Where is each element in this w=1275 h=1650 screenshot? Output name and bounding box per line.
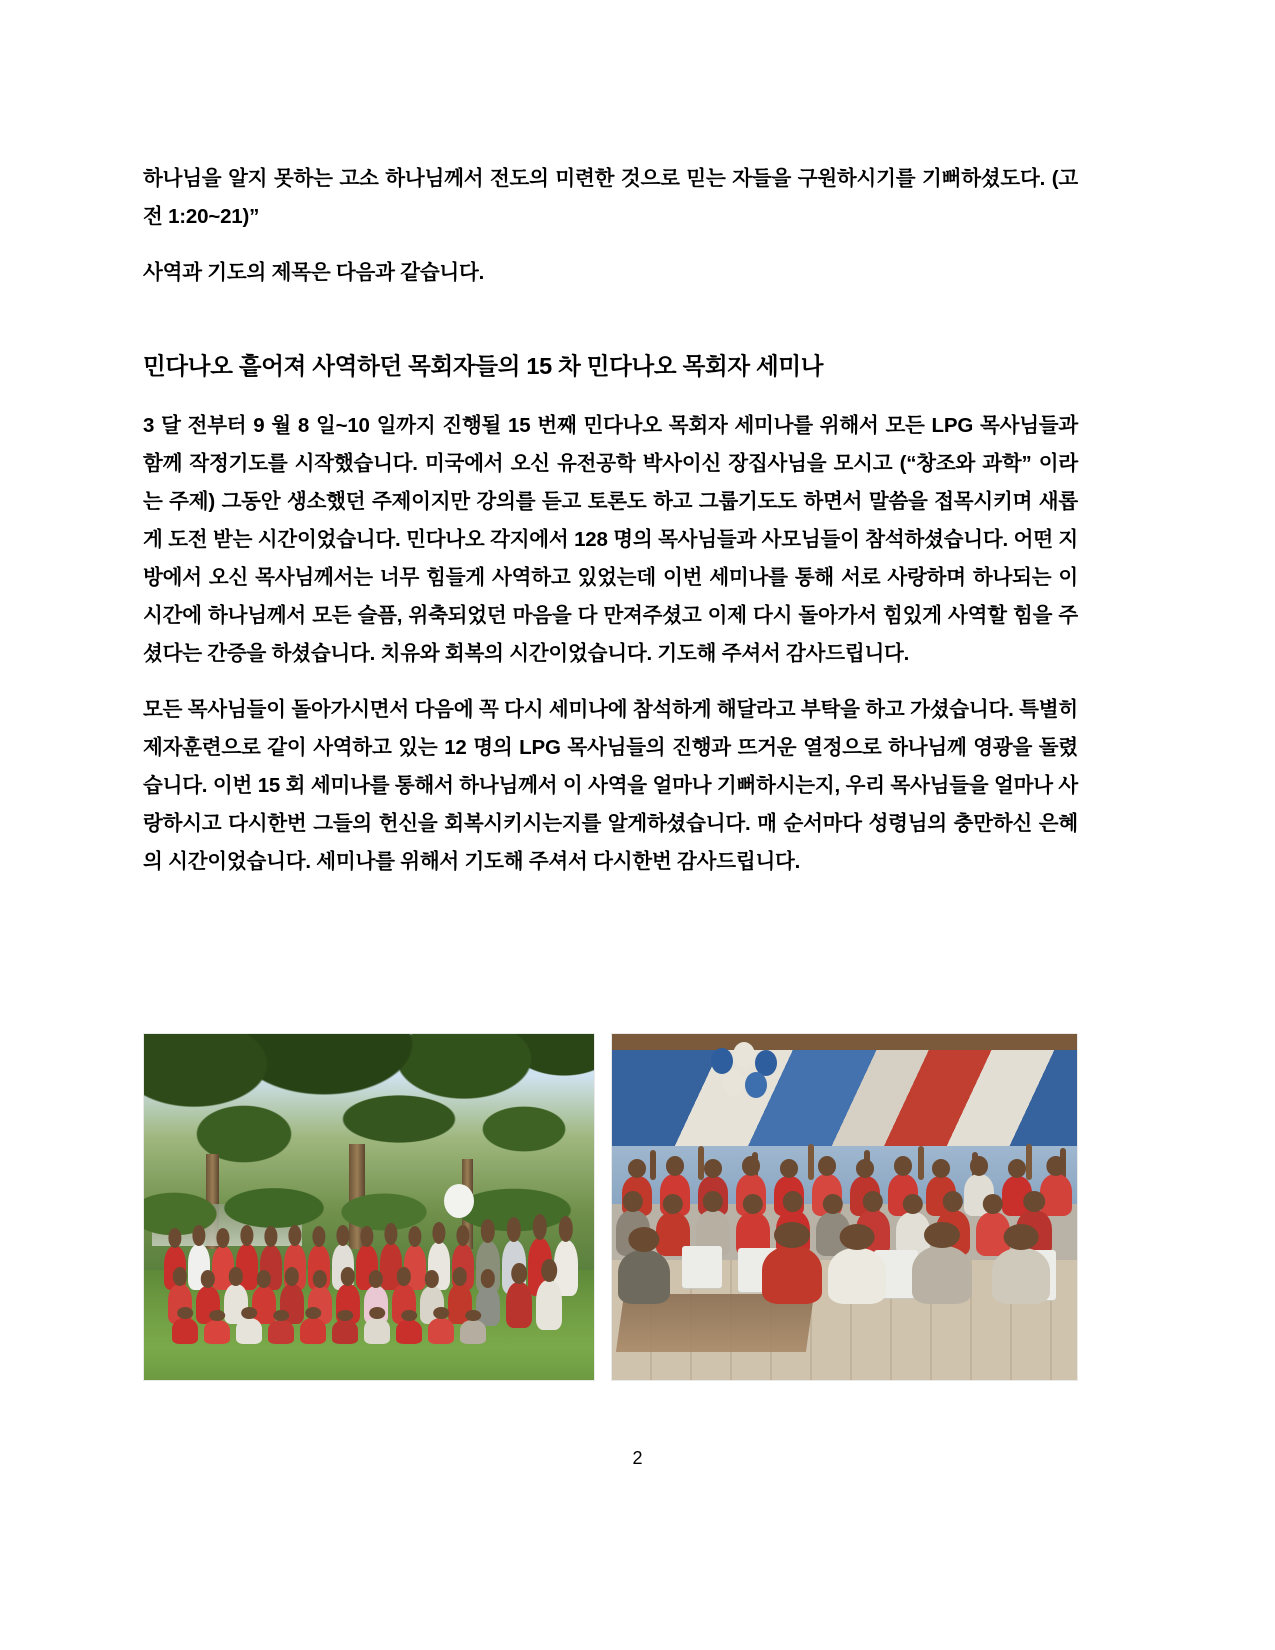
document-body bbox=[143, 160, 1078, 898]
paragraph-body-2: 모든 목사님들이 돌아가시면서 다음에 꼭 다시 세미나에 참석하게 해달라고 부탁을 하고 가셨습니다. 특별히 제자훈련으로 같이 사역하고 있는 12 명의 LPG 목사님들의 진행과 뜨거운 열정으로 하나님께 영광을 돌렸습니다. 이번 15 회 세미나를 통해서 하나님께서 이 사역을 얼마나 기뻐하시는지, 우리 목사님들을 얼마나 사랑하시고 다시한번 그들의 헌신을 회복시키시는지를 알게하셨습니다. 매 순서마다 성령님의 충만하신 은혜의 시간이었습니다. 세미나를 위해서 기도해 주셔서 다시한번 감사드립니다. bbox=[143, 697, 1078, 873]
paragraph-intro: 사역과 기도의 제목은 다음과 같습니다. bbox=[143, 260, 485, 284]
photo-group bbox=[143, 1033, 1078, 1383]
balloon-cluster bbox=[707, 1042, 787, 1102]
paragraph-scripture: 하나님을 알지 못하는 고소 하나님께서 전도의 미련한 것으로 믿는 자들을 구원하시기를 기뻐하셨도다. (고전 1:20~21)” bbox=[143, 167, 1078, 228]
photo-outdoor-group bbox=[143, 1033, 595, 1381]
page-number: 2 bbox=[632, 1448, 643, 1468]
photo-seminar-indoor bbox=[611, 1033, 1078, 1381]
section-heading: 민다나오 흩어져 사역하던 목회자들의 15 차 민다나오 목회자 세미나 bbox=[143, 352, 824, 379]
paragraph-body-1: 3 달 전부터 9 월 8 일~10 일까지 진행될 15 번째 민다나오 목회자 세미나를 위해서 모든 LPG 목사님들과 함께 작정기도를 시작했습니다. 미국에서 오신 유전공학 박사이신 장집사님을 모시고 (“창조와 과학” 이라는 주제) 그동안 생소했던 주제이지만 강의를 듣고 토론도 하고 그룹기도도 하면서 말씀을 접목시키며 새롭게 도전 받는 시간이었습니다. 민다나오 각지에서 128 명의 목사님들과 사모님들이 참석하셨습니다. 어떤 지방에서 오신 목사님께서는 너무 힘들게 사역하고 있었는데 이번 세미나를 통해 서로 사랑하며 하나되는 이 시간에 하나님께서 모든 슬픔, 위축되었던 마음을 다 만져주셨고 이제 다시 돌아가서 힘있게 사역할 힘을 주셨다는 간증을 하셨습니다. 치유와 회복의 시간이었습니다. 기도해 주셔서 감사드립니다. bbox=[143, 414, 1078, 665]
photo-people-left bbox=[162, 1232, 582, 1342]
photo-people-right bbox=[612, 1154, 1078, 1304]
